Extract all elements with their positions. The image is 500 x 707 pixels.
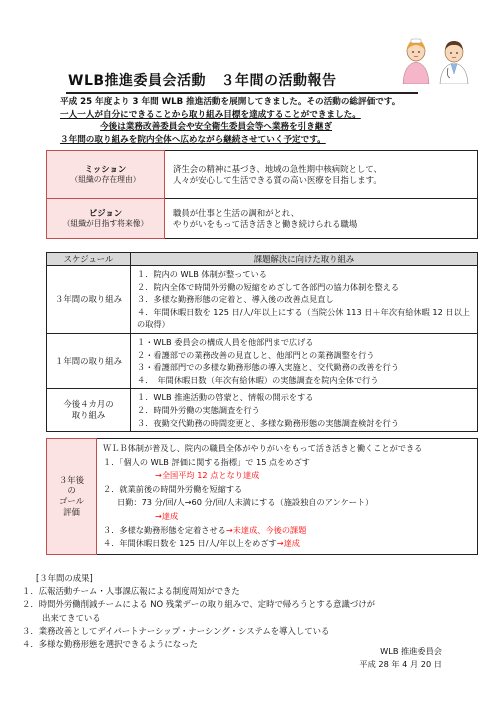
results-item-continued: 出来てきている	[42, 612, 101, 623]
signature-org: WLB 推進委員会	[380, 646, 442, 656]
schedule-header: スケジュール	[47, 253, 131, 266]
schedule-item: ３・看護部門での多様な勤務形態の導入実施と、交代勤務の改善を行う	[137, 362, 400, 373]
goal-intro: ＷＬＢ体制が普及し、院内の職員全体がやりがいをもって活き活きと働くことができる	[103, 443, 423, 453]
vision-text-cell	[165, 199, 478, 239]
schedule-row-label: １年間の取り組み	[47, 333, 131, 388]
results-heading: [３年間の成果]	[36, 573, 93, 583]
schedule-row	[47, 266, 478, 334]
goal-item-line	[103, 537, 471, 551]
mission-text-line: 済生会の精神に基づき、地域の急性期中核病院として、	[173, 163, 382, 174]
goal-label-line: ３年後	[58, 474, 85, 485]
schedule-row-label: ３年間の取り組み	[47, 266, 131, 334]
mission-vision-table	[46, 150, 478, 239]
goal-label-line: ゴール	[59, 496, 84, 507]
goal-item: ４．年間休暇日数を 125 日/人/年以上をめざす	[103, 538, 277, 549]
actions-header: 課題解決に向けた取り組み	[131, 253, 478, 266]
schedule-item: ４． 年間休暇日数（年次有給休暇）の実態調査を院内全体で行う	[137, 374, 379, 385]
goal-label-cell	[47, 439, 97, 555]
goal-result: →達成	[155, 510, 179, 521]
goal-item-line	[103, 524, 471, 538]
title-underline	[66, 92, 418, 94]
intro-line: ３年間の取り組みを院内全体へ広めながら継続させていく予定です。	[60, 134, 326, 145]
goal-row	[47, 439, 478, 555]
schedule-header-row	[47, 253, 478, 266]
results-section	[22, 572, 482, 651]
schedule-item: ３．多様な勤務形態の定着と、導入後の改善点見直し	[137, 294, 334, 305]
mission-label: ミッション	[84, 163, 127, 174]
mission-text-cell	[165, 151, 478, 199]
mission-row	[47, 151, 478, 199]
intro-text	[40, 97, 480, 147]
schedule-row-items	[131, 266, 478, 334]
mission-sublabel: （組織の存在理由）	[70, 174, 141, 184]
schedule-row	[47, 333, 478, 388]
schedule-item: ４．年間休暇日数を 125 日/人/年以上にする（当院公休 113 日＋年次有給休暇 12 日以上の取得）	[137, 306, 470, 330]
goal-label-line: 評価	[63, 507, 80, 518]
schedule-table	[46, 252, 478, 432]
goal-evaluation-table	[46, 438, 478, 555]
schedule-row-items	[131, 333, 478, 388]
results-item: ３．業務改善としてデイパートナーシップ・ナーシング・システムを導入している	[22, 625, 330, 636]
page-title: WLB推進委員会活動 ３年間の活動報告	[68, 73, 337, 89]
schedule-row	[47, 389, 478, 432]
vision-label-cell	[47, 199, 165, 239]
vision-text-line: 職員が仕事と生活の調和がとれ、	[173, 207, 300, 218]
goal-result: →未達成、今後の課題	[225, 524, 307, 535]
intro-line: 一人一人が自分にできることから取り組み目標を達成することができました。	[60, 109, 361, 120]
schedule-item: ２．時間外労働の実態調査を行う	[137, 404, 260, 415]
schedule-row-label: 今後４カ月の 取り組み	[47, 389, 131, 432]
goal-item: ３．多様な勤務形態を定着させる	[103, 524, 226, 535]
schedule-item: １．WLB 推進活動の啓蒙と、情報の開示をする	[137, 392, 314, 403]
schedule-item: １・WLB 委員会の構成人員を他部門まで広げる	[137, 336, 314, 347]
results-item: ４．多様な勤務形態を選択できるようになった	[22, 639, 198, 650]
signature-date: 平成 28 年 4 月 20 日	[359, 659, 442, 669]
results-item: ２．時間外労働削減チームによる NO 残業デーの取り組みで、定時で帰ろうとする意識づけが	[22, 599, 376, 610]
goal-item: １．「個人の WLB 評価に関する指標」で 15 点をめざす	[103, 456, 310, 467]
goal-result: →全国平均 12 点となり達成	[155, 470, 260, 481]
signature-block	[359, 645, 442, 671]
intro-line: 平成 25 年度より 3 年間 WLB 推進活動を展開してきました。その活動の総評価です。	[60, 97, 401, 107]
schedule-row-items	[131, 389, 478, 432]
goal-item: ２．就業前後の時間外労働を短縮する	[103, 483, 243, 494]
goal-items-cell	[97, 439, 478, 555]
vision-sublabel: （組織が目指す将来像）	[62, 218, 149, 228]
goal-label-line: の	[67, 485, 76, 496]
vision-text-line: やりがいをもって活き活きと働き続けられる職場	[173, 218, 358, 229]
schedule-item: ２．院内全体で時間外労働の短縮をめざして各部門の協力体制を整える	[137, 281, 400, 292]
goal-result: →達成	[276, 538, 300, 549]
schedule-item: １．院内の WLB 体制が整っている	[137, 269, 267, 279]
results-item: １．広報活動チーム・人事課広報による制度周知ができた	[22, 586, 240, 597]
mission-text-line: 人々が安心して生活できる質の高い医療を目指します。	[173, 174, 382, 185]
vision-label: ビジョン	[88, 207, 123, 218]
schedule-item: ２・看護部での業務改善の見直しと、他部門との業務調整を行う	[137, 349, 375, 360]
goal-item-detail: 日勤：73 分/回/人→60 分/回/人未満にする（施設独自のアンケート）	[117, 497, 374, 508]
mission-label-cell	[47, 151, 165, 199]
schedule-item: ３．夜勤交代勤務の時間変更と、多様な勤務形態の実態調査検討を行う	[137, 417, 400, 428]
vision-row	[47, 199, 478, 239]
intro-line: 今後は業務改善委員会や安全衛生委員会等へ業務を引き継ぎ	[100, 122, 333, 132]
